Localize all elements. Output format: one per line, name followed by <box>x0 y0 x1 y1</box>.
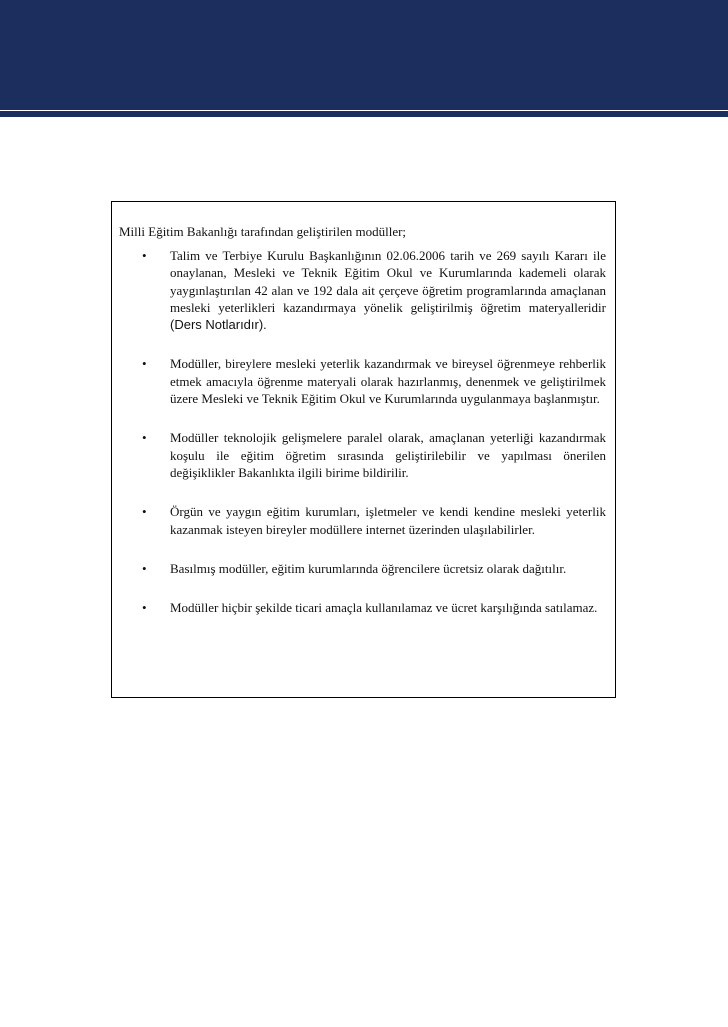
bullet-icon: • <box>142 430 147 446</box>
notice-box <box>111 201 616 698</box>
bullet-icon: • <box>142 600 147 616</box>
list-item-text: Basılmış modüller, eğitim kurumlarında öğrencilere ücretsiz olarak dağıtılır. <box>170 560 567 576</box>
list-item-text: Örgün ve yaygın eğitim kurumları, işletmeler ve kendi kendine mesleki yeterlik kazanmak isteyen bireyler modüllere internet üzerinden ulaşılabilirler. <box>170 504 606 537</box>
notice-list <box>112 247 615 638</box>
list-item-text: Modüller teknolojik gelişmelere paralel olarak, amaçlanan yeterliği kazandırmak koşulu ile eğitim öğretim sırasında geliştirilebilir ve yapılması önerilen değişiklikler Bakanlıkta ilgili birime bildirilir. <box>170 430 606 480</box>
list-item <box>112 560 615 577</box>
header-rule <box>0 111 728 117</box>
notice-intro: Milli Eğitim Bakanlığı tarafından geliştirilen modüller; <box>119 224 407 239</box>
bullet-icon: • <box>142 504 147 520</box>
list-item-tail: . <box>263 317 267 333</box>
bullet-icon: • <box>142 560 147 576</box>
list-item <box>112 503 615 538</box>
bullet-icon: • <box>142 356 147 372</box>
list-item <box>112 429 615 481</box>
header-band <box>0 0 728 110</box>
list-item-highlight: (Ders Notlarıdır) <box>170 317 264 333</box>
list-item-text: Talim ve Terbiye Kurulu Başkanlığının 02.06.2006 tarih ve 269 sayılı Kararı ile onaylanan, Mesleki ve Teknik Eğitim Okul ve Kurumlarında kademeli olarak yaygınlaştırılan 42 alan ve 192 dala ait çerçeve öğretim programlarında amaçlanan mesleki yeterlikleri kazandırmaya yönelik geliştirilmiş öğretim materyalleridir <box>170 248 606 315</box>
bullet-icon: • <box>142 248 147 263</box>
list-item-text: Modüller hiçbir şekilde ticari amaçla kullanılamaz ve ücret karşılığında satılamaz. <box>170 600 598 616</box>
list-item <box>112 599 615 616</box>
list-item <box>112 355 615 407</box>
list-item-text: Modüller, bireylere mesleki yeterlik kazandırmak ve bireysel öğrenmeye rehberlik etmek amacıyla öğrenme materyali olarak hazırlanmış, denenmek ve geliştirilmek üzere Mesleki ve Teknik Eğitim Okul ve Kurumlarında uygulanmaya başlanmıştır. <box>170 356 606 407</box>
list-item <box>112 247 615 333</box>
